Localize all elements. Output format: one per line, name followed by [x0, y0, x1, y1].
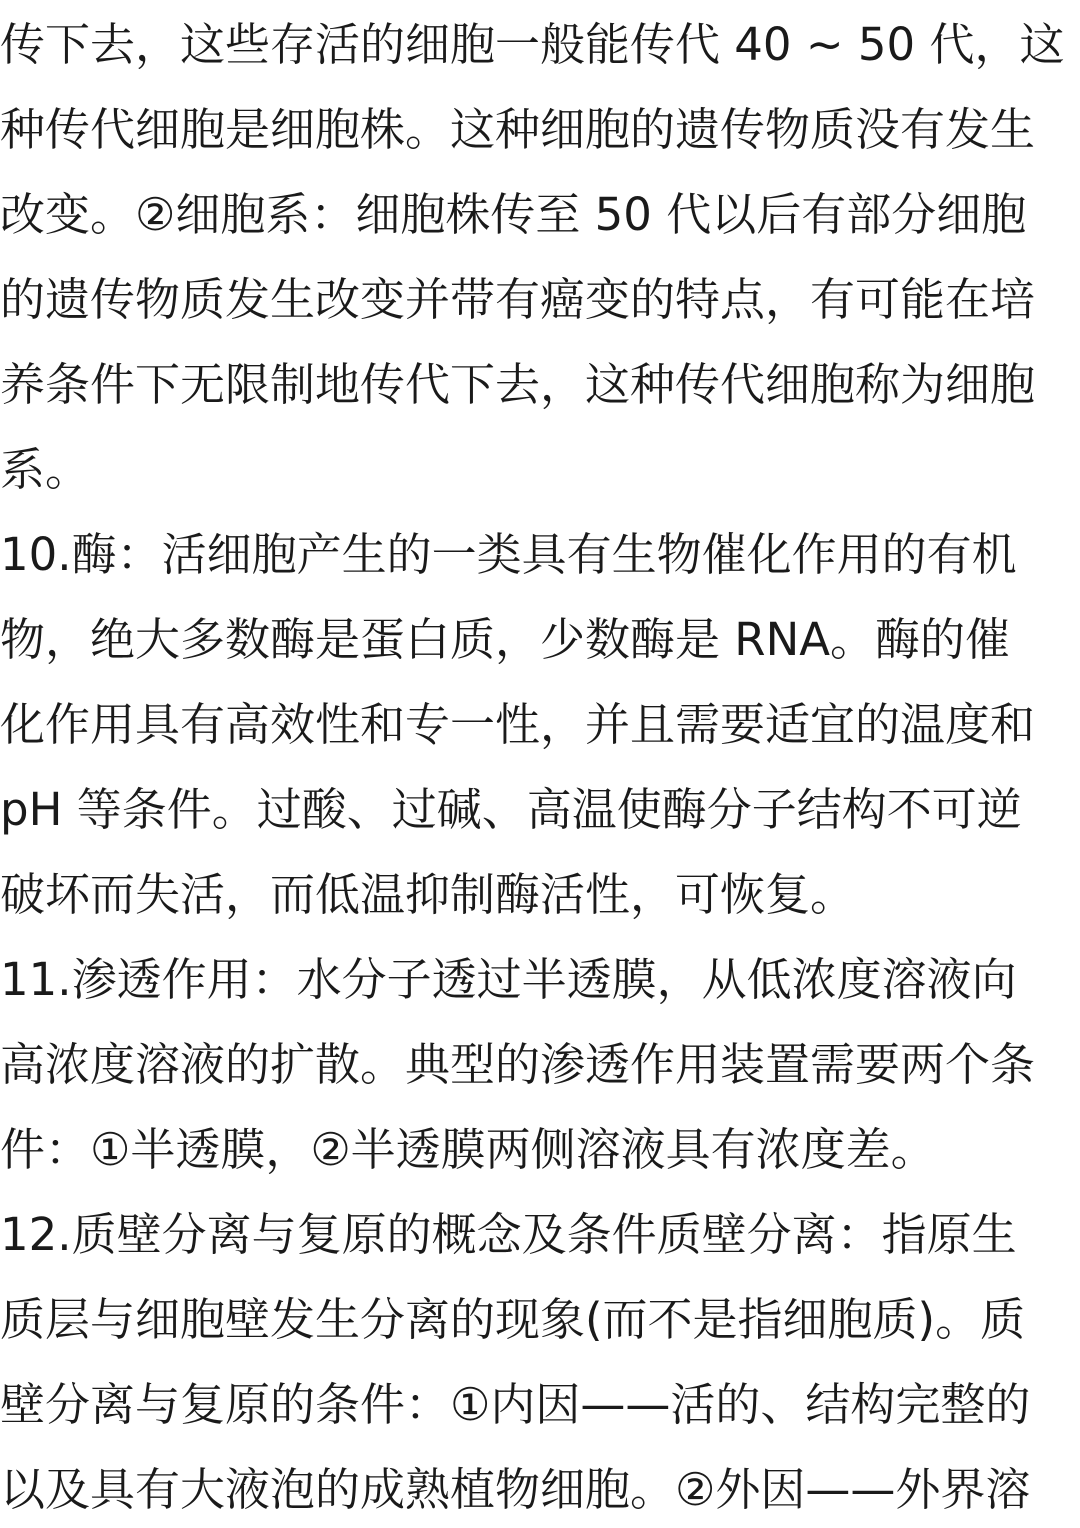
text-line: 件：①半透膜，②半透膜两侧溶液具有浓度差。	[0, 1123, 936, 1176]
text-line: 改变。②细胞系：细胞株传至 50 代以后有部分细胞	[0, 188, 1027, 241]
text-line: 高浓度溶液的扩散。典型的渗透作用装置需要两个条	[0, 1038, 1036, 1091]
text-line: 以及具有大液泡的成熟植物细胞。②外因——外界溶	[0, 1463, 1031, 1516]
text-line: 质层与细胞壁发生分离的现象(而不是指细胞质)。质	[0, 1293, 1026, 1346]
text-line: 传下去，这些存活的细胞一般能传代 40 ~ 50 代，这	[0, 18, 1065, 71]
text-line: 化作用具有高效性和专一性，并且需要适宜的温度和	[0, 698, 1036, 751]
text-line: 破坏而失活，而低温抑制酶活性，可恢复。	[0, 868, 856, 921]
text-line: 12.质壁分离与复原的概念及条件质壁分离：指原生	[0, 1208, 1017, 1261]
text-line: 物，绝大多数酶是蛋白质，少数酶是 RNA。酶的催	[0, 613, 1011, 666]
text-line: 11.渗透作用：水分子透过半透膜，从低浓度溶液向	[0, 953, 1017, 1006]
text-line: 壁分离与复原的条件：①内因——活的、结构完整的	[0, 1378, 1031, 1431]
text-line: 10.酶：活细胞产生的一类具有生物催化作用的有机	[0, 528, 1017, 581]
text-line: pH 等条件。过酸、过碱、高温使酶分子结构不可逆	[0, 783, 1022, 836]
text-line: 种传代细胞是细胞株。这种细胞的遗传物质没有发生	[0, 103, 1036, 156]
text-line: 养条件下无限制地传代下去，这种传代细胞称为细胞	[0, 358, 1036, 411]
text-line: 系。	[0, 443, 91, 496]
text-line: 的遗传物质发生改变并带有癌变的特点，有可能在培	[0, 273, 1036, 326]
